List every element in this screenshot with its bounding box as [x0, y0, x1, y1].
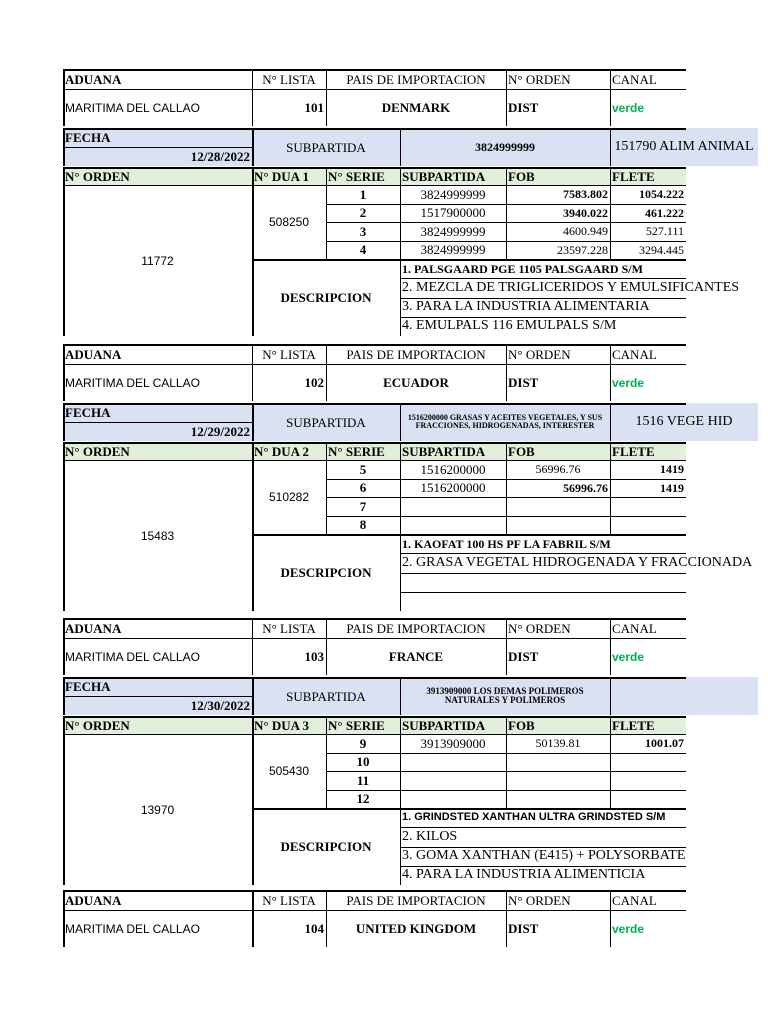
aduana-header: ADUANA: [65, 346, 122, 362]
grid-line: [506, 344, 507, 401]
canal-value: verde: [612, 100, 645, 115]
flete-cell: 1001.07: [645, 736, 684, 751]
pais-value: FRANCE: [388, 649, 444, 664]
orden-tipo-value: DIST: [508, 100, 539, 115]
grid-line: [400, 866, 686, 867]
aduana-header: ADUANA: [65, 620, 122, 636]
fob-cell: [506, 790, 610, 809]
fob-cell: 50139.81: [535, 736, 581, 751]
grid-line: [63, 442, 686, 444]
grid-line: [63, 403, 65, 441]
orden-col-header: N° ORDEN: [65, 168, 130, 184]
subpartida-header: SUBPARTIDA: [252, 677, 400, 715]
dua-number: 508250: [268, 215, 310, 229]
serie-col-header: N° SERIE: [328, 443, 385, 459]
pais-header: PAIS DE IMPORTACION: [346, 892, 486, 908]
serie-cell: 12: [356, 791, 370, 807]
canal-value: verde: [612, 375, 645, 390]
descripcion-header: DESCRIPCION: [280, 290, 372, 305]
grid-line: [400, 317, 686, 318]
orden-header: N° ORDEN: [508, 892, 571, 908]
subpartida-cell: 3824999999: [420, 223, 486, 239]
orden-number: 11772: [141, 253, 174, 268]
subpartida-col-header: SUBPARTIDA: [402, 717, 486, 733]
grid-line: [326, 890, 327, 947]
descripcion-line: 1. PALSGAARD PGE 1105 PALSGAARD S/M: [402, 261, 643, 276]
grid-line: [63, 344, 65, 401]
grid-line: [400, 827, 686, 828]
descripcion-line: 3. PARA LA INDUSTRIA ALIMENTARIA: [402, 299, 650, 315]
pais-value: DENMARK: [381, 100, 451, 115]
orden-header: N° ORDEN: [508, 71, 571, 87]
fecha-header: FECHA: [65, 130, 111, 145]
canal-value: verde: [612, 649, 645, 664]
serie-cell: 10: [356, 754, 370, 770]
grid-line: [63, 147, 252, 148]
subpartida-cell: [400, 753, 506, 772]
fob-cell: 3940.022: [563, 205, 608, 220]
flete-cell: [610, 753, 686, 772]
dua-col-header: N° DUA 3: [254, 717, 310, 733]
grid-line: [252, 442, 254, 611]
canal-header: CANAL: [612, 620, 657, 636]
fob-cell: [506, 771, 610, 790]
subpartida-col-header: SUBPARTIDA: [402, 168, 486, 184]
grid-line: [252, 677, 254, 715]
fob-col-header: FOB: [508, 443, 535, 459]
flete-cell: 461.222: [645, 205, 684, 220]
grid-line: [326, 344, 327, 401]
grid-line: [63, 677, 65, 715]
subpartida-desc-text: 1516 VEGE HID: [635, 413, 733, 429]
canal-header: CANAL: [612, 346, 657, 362]
grid-line: [63, 128, 65, 166]
serie-cell: 1: [359, 186, 367, 202]
aduana-value: MARITIMA DEL CALLAO: [65, 649, 200, 664]
grid-line: [610, 442, 611, 534]
grid-line: [400, 442, 401, 611]
grid-line: [400, 677, 401, 715]
pais-value: UNITED KINGDOM: [355, 921, 477, 936]
grid-line: [400, 167, 401, 336]
canal-header: CANAL: [612, 71, 657, 87]
descripcion-header: DESCRIPCION: [280, 565, 372, 580]
subpartida-cell: 1516200000: [420, 461, 486, 477]
serie-cell: 9: [359, 735, 367, 751]
grid-line: [610, 69, 611, 126]
grid-line: [400, 553, 686, 554]
lista-header: N° LISTA: [262, 346, 316, 362]
grid-line: [63, 167, 686, 169]
grid-line: [63, 696, 252, 697]
grid-line: [252, 890, 254, 947]
grid-line: [63, 716, 686, 718]
grid-line: [610, 167, 611, 259]
grid-line: [252, 128, 254, 166]
fob-cell: [506, 516, 610, 535]
grid-line: [63, 403, 686, 405]
serie-cell: 4: [359, 242, 367, 258]
pais-header: PAIS DE IMPORTACION: [346, 346, 486, 362]
pais-value: ECUADOR: [383, 375, 449, 390]
dua-col-header: N° DUA 1: [254, 168, 310, 184]
orden-tipo-value: DIST: [508, 375, 539, 390]
fecha-header: FECHA: [65, 405, 111, 420]
fecha-header: FECHA: [65, 679, 111, 694]
fob-col-header: FOB: [508, 168, 535, 184]
grid-line: [252, 259, 686, 261]
fob-cell: 56996.76: [535, 462, 581, 477]
lista-header: N° LISTA: [262, 892, 316, 908]
aduana-value: MARITIMA DEL CALLAO: [65, 375, 200, 390]
canal-header: CANAL: [612, 892, 657, 908]
grid-line: [326, 167, 327, 259]
flete-cell: [610, 771, 686, 790]
descripcion-line: 4. PARA LA INDUSTRIA ALIMENTICIA: [402, 867, 646, 883]
fob-cell: [506, 753, 610, 772]
flete-cell: 3294.445: [639, 242, 684, 257]
subpartida-cell: [400, 790, 506, 809]
serie-cell: 2: [359, 205, 367, 221]
grid-line: [63, 442, 65, 611]
flete-col-header: FLETE: [612, 443, 655, 459]
serie-col-header: N° SERIE: [328, 168, 385, 184]
grid-line: [63, 69, 65, 126]
flete-cell: 527.111: [645, 224, 684, 239]
flete-cell: 1054.222: [639, 187, 684, 202]
flete-cell: [610, 790, 686, 809]
lista-value: 103: [304, 649, 324, 664]
grid-line: [506, 890, 507, 947]
grid-line: [63, 344, 686, 346]
descripcion-line: [400, 573, 686, 592]
grid-line: [63, 890, 65, 947]
pais-header: PAIS DE IMPORTACION: [346, 620, 486, 636]
fob-cell: [506, 497, 610, 516]
serie-cell: 3: [359, 223, 367, 239]
descripcion-line: 1. KAOFAT 100 HS PF LA FABRIL S/M: [402, 536, 611, 551]
grid-line: [63, 910, 686, 911]
subpartida-value: 3824999999: [400, 128, 610, 166]
aduana-value: MARITIMA DEL CALLAO: [65, 100, 200, 115]
grid-line: [63, 618, 65, 675]
subpartida-cell: [400, 497, 506, 516]
subpartida-cell: 3824999999: [420, 186, 486, 202]
fob-cell: 23597.228: [557, 242, 608, 257]
grid-line: [506, 69, 507, 126]
dua-number: 505430: [268, 764, 310, 778]
grid-line: [252, 716, 254, 885]
grid-line: [400, 592, 686, 593]
grid-line: [63, 618, 686, 620]
grid-line: [610, 344, 611, 401]
lista-value: 104: [304, 921, 324, 936]
descripcion-line: 1. GRINDSTED XANTHAN ULTRA GRINDSTED S/M: [402, 811, 666, 824]
subpartida-desc-text: 151790 ALIM ANIMAL: [614, 138, 754, 154]
fecha-value: 12/30/2022: [190, 698, 250, 713]
dua-col-header: N° DUA 2: [254, 443, 310, 459]
fecha-value: 12/28/2022: [190, 149, 250, 164]
serie-cell: 7: [359, 498, 367, 514]
grid-line: [400, 298, 686, 299]
orden-header: N° ORDEN: [508, 620, 571, 636]
grid-line: [610, 618, 611, 675]
grid-line: [506, 716, 507, 808]
grid-line: [610, 716, 611, 808]
grid-line: [63, 716, 65, 885]
subpartida-cell: [400, 516, 506, 535]
grid-line: [63, 69, 686, 71]
grid-line: [63, 890, 686, 892]
grid-line: [400, 403, 401, 441]
subpartida-cell: 3824999999: [420, 242, 486, 258]
subpartida-header: SUBPARTIDA: [252, 403, 400, 441]
orden-col-header: N° ORDEN: [65, 443, 130, 459]
aduana-header: ADUANA: [65, 892, 122, 908]
fob-cell: 7583.802: [563, 187, 608, 202]
aduana-value: MARITIMA DEL CALLAO: [65, 921, 200, 936]
fecha-value: 12/29/2022: [190, 424, 250, 439]
descripcion-line: [400, 592, 686, 611]
grid-line: [252, 167, 254, 336]
grid-line: [252, 534, 686, 536]
grid-line: [610, 403, 611, 441]
grid-line: [252, 403, 254, 441]
grid-line: [326, 69, 327, 126]
subpartida-cell: 1517900000: [420, 205, 486, 221]
grid-line: [400, 716, 401, 885]
descripcion-line: 2. MEZCLA DE TRIGLICERIDOS Y EMULSIFICANTES: [402, 279, 740, 295]
flete-cell: [610, 497, 686, 516]
grid-line: [610, 890, 611, 947]
grid-line: [252, 618, 253, 675]
grid-line: [63, 422, 252, 423]
subpartida-col-header: SUBPARTIDA: [402, 443, 486, 459]
grid-line: [63, 89, 686, 90]
grid-line: [63, 677, 686, 679]
lista-value: 102: [304, 375, 324, 390]
grid-line: [326, 442, 327, 534]
canal-value: verde: [612, 921, 645, 936]
grid-line: [63, 638, 686, 639]
subpartida-header: SUBPARTIDA: [252, 128, 400, 166]
grid-line: [400, 847, 686, 848]
lista-header: N° LISTA: [262, 71, 316, 87]
orden-number: 13970: [140, 802, 175, 817]
serie-cell: 8: [359, 517, 367, 533]
serie-cell: 5: [359, 461, 367, 477]
subpartida-cell: [400, 771, 506, 790]
descripcion-line: 2. KILOS: [402, 828, 458, 844]
dua-number: 510282: [268, 490, 310, 504]
flete-col-header: FLETE: [612, 168, 655, 184]
grid-line: [252, 69, 253, 126]
fob-cell: 4600.949: [563, 224, 608, 239]
grid-line: [400, 128, 401, 166]
grid-line: [252, 344, 253, 401]
subpartida-desc-text: [610, 677, 758, 715]
fob-cell: 56996.76: [563, 480, 608, 495]
subpartida-cell: 3913909000: [420, 735, 486, 751]
orden-col-header: N° ORDEN: [65, 717, 130, 733]
fob-col-header: FOB: [508, 717, 535, 733]
grid-line: [400, 278, 686, 279]
grid-line: [326, 618, 327, 675]
lista-value: 101: [304, 100, 324, 115]
orden-header: N° ORDEN: [508, 346, 571, 362]
grid-line: [506, 618, 507, 675]
orden-tipo-value: DIST: [508, 921, 539, 936]
grid-line: [326, 716, 327, 808]
descripcion-line: 3. GOMA XANTHAN (E415) + POLYSORBATE: [402, 848, 686, 864]
serie-cell: 11: [356, 772, 370, 788]
pais-header: PAIS DE IMPORTACION: [346, 71, 486, 87]
grid-line: [610, 677, 611, 715]
serie-cell: 6: [359, 480, 367, 496]
grid-line: [506, 442, 507, 534]
flete-cell: [610, 516, 686, 535]
grid-line: [252, 808, 686, 810]
descripcion-line: 2. GRASA VEGETAL HIDROGENADA Y FRACCIONADA: [402, 554, 753, 570]
flete-col-header: FLETE: [612, 717, 655, 733]
subpartida-value: 3913909000 LOS DEMAS POLIMEROS NATURALES Y POLIMEROS: [400, 677, 610, 715]
subpartida-value: 1516200000 GRASAS Y ACEITES VEGETALES, Y SUS FRACCIONES, HIDROGENADAS, INTERESTER: [400, 403, 610, 441]
descripcion-line: 4. EMULPALS 116 EMULPALS S/M: [402, 318, 617, 334]
grid-line: [63, 167, 65, 336]
grid-line: [610, 128, 611, 166]
flete-cell: 1419: [660, 462, 684, 477]
subpartida-cell: 1516200000: [420, 480, 486, 496]
grid-line: [63, 128, 686, 130]
serie-col-header: N° SERIE: [328, 717, 385, 733]
orden-tipo-value: DIST: [508, 649, 539, 664]
aduana-header: ADUANA: [65, 71, 122, 87]
grid-line: [63, 364, 686, 365]
lista-header: N° LISTA: [262, 620, 316, 636]
flete-cell: 1419: [660, 480, 684, 495]
grid-line: [506, 167, 507, 259]
orden-number: 15483: [140, 528, 175, 543]
grid-line: [400, 573, 686, 574]
descripcion-header: DESCRIPCION: [280, 839, 372, 854]
